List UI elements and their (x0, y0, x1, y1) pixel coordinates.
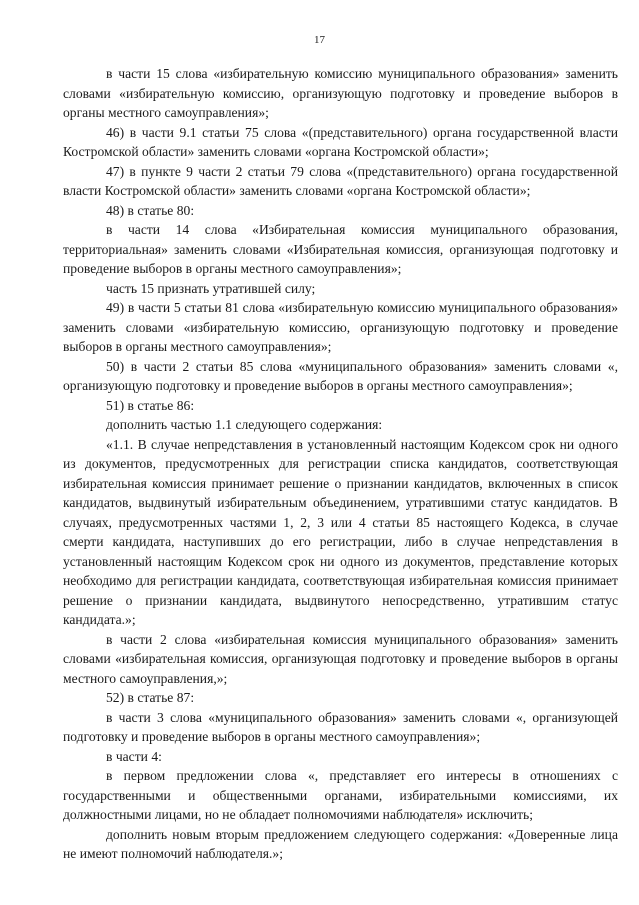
paragraph: в части 3 слова «муниципального образования» заменить словами «, организующей подготовку и проведение выборов в органы местного самоуправления»; (63, 709, 618, 744)
paragraph: в части 15 слова «избирательную комиссию муниципального образования» заменить словами «избирательную комиссию, организующую подготовку и проведение выборов в органы местного самоуправления»; (63, 66, 618, 120)
paragraph: часть 15 признать утратившей силу; (106, 280, 316, 296)
paragraph: «1.1. В случае непредставления в установленный настоящим Кодексом срок ни одного из документов, предусмотренных для регистрации списка кандидатов, соответствующая избирательная комиссия принимает решение о признании кандидатов, включенных в список кандидатов, выдвинутый избирательным объединением, утратившими статус кандидатов. В случаях, предусмотренных частями 1, 2, 3 или 4 статьи 85 настоящего Кодекса, в случае смерти кандидата, наступивших до его регистрации, либо в случае непредставления в установленный настоящим Кодексом срок ни одного из документов, представление которых необходимо для регистрации кандидата, соответствующая избирательная комиссия принимает решение о признании кандидата, выдвинутого непосредственно, утратившим статус кандидата.»; (63, 436, 618, 627)
paragraph: 49) в части 5 статьи 81 слова «избирательную комиссию муниципального образования» заменить словами «избирательную комиссию, организующую подготовку и проведение выборов в органы местного самоуправления»; (63, 300, 618, 354)
paragraph: дополнить частью 1.1 следующего содержания: (106, 417, 383, 432)
paragraph: в первом предложении слова «, представляет его интересы в отношениях с государственными и общественными органами, избирательными комиссиями, их должностными лицами, но не обладает полномочиями наблюдателя» исключить; (63, 768, 618, 822)
paragraph: в части 4: (106, 748, 162, 764)
paragraph: 46) в части 9.1 статьи 75 слова «(представительного) органа государственной власти Костромской области» заменить словами «органа Костромской области»; (63, 124, 618, 159)
document-body (63, 64, 618, 864)
paragraph: в части 2 слова «избирательная комиссия муниципального образования» заменить словами «избирательная комиссия, организующая подготовку и проведение выборов в органы местного самоуправления,»; (63, 631, 618, 686)
paragraph: 47) в пункте 9 части 2 статьи 79 слова «(представительного) органа государственной власти Костромской области» заменить словами «органа Костромской области»; (63, 163, 618, 198)
paragraph: в части 14 слова «Избирательная комиссия муниципального образования, территориальная» заменить словами «Избирательная комиссия, организующая подготовку и проведение выборов в органы местного самоуправления»; (63, 222, 618, 276)
page-number: 17 (314, 34, 325, 46)
paragraph: 51) в статье 86: (106, 397, 195, 413)
paragraph: 52) в статье 87: (106, 690, 195, 705)
paragraph: дополнить новым вторым предложением следующего содержания: «Доверенные лица не имеют полномочий наблюдателя.»; (63, 826, 618, 861)
paragraph: 50) в части 2 статьи 85 слова «муниципального образования» заменить словами «, организующую подготовку и проведение выборов в органы местного самоуправления»; (63, 358, 618, 393)
paragraph: 48) в статье 80: (106, 202, 195, 218)
